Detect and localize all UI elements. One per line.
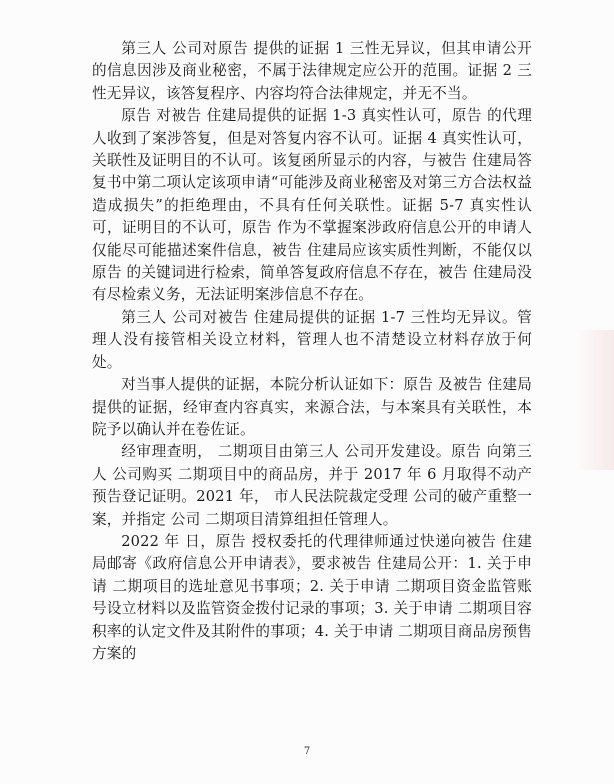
paragraph-plaintiff-opinion: 原告 对被告 住建局提供的证据 1-3 真实性认可，原告 的代理人收到了案涉答复，但是对答复内容不认可。证据 4 真实性认可，关联性及证明目的不认可。该复函所显示的内容，与被告 住建局答复书中第二项认定该项申请“可能涉及商业秘密及对第三方合法权益造成损失”的拒绝理由，不具有任何关联性。证据 5-7 真实性认可，证明目的不认可，原告 作为不掌握案涉政府信息公开的申请人仅能尽可能描述案件信息，被告 住建局应该实质性判断，不能仅以原告 的关键词进行检索，简单答复政府信息不存在，被告 住建局没有尽检索义务，无法证明案涉信息不存在。 — [92, 107, 532, 304]
paragraph-application: 2022 年 日，原告 授权委托的代理律师通过快递向被告 住建局邮寄《政府信息公开申请表》，要求被告 住建局公开：1. 关于申请 二期项目的选址意见书事项；2. 关于申请 二期项目资金监管账号设立材料以及监管资金拨付记录的事项；3. 关于申请 二期项目容积率的认定文件及其附件的事项；4. 关于申请 二期项目商品房预售方案的 — [92, 532, 532, 662]
seal-mark — [574, 330, 614, 470]
paragraph-third-party-evidence-1: 第三人 公司对原告 提供的证据 1 三性无异议，但其申请公开的信息因涉及商业秘密，不属于法律规定应公开的范围。证据 2 三性无异议，该答复程序、内容均符合法律规定，并无不当。 — [92, 40, 532, 102]
paragraph-third-party-evidence-2: 第三人 公司对被告 住建局提供的证据 1-7 三性均无异议。管理人没有接管相关设立材料，管理人也不清楚设立材料存放于何处。 — [92, 308, 532, 371]
page-number: 7 — [303, 746, 311, 757]
document-body — [92, 38, 532, 665]
paragraph-facts: 经审理查明， 二期项目由第三人 公司开发建设。原告 向第三人 公司购买 二期项目中的商品房，并于 2017 年 6 月取得不动产预告登记证明。2021 年， 市人民法院裁定受理 公司的破产重整一案，并指定 公司 二期项目清算组担任管理人。 — [92, 443, 532, 528]
paragraph-court-analysis: 对当事人提供的证据，本院分析认证如下：原告 及被告 住建局提供的证据，经审查内容真实，来源合法，与本案具有关联性，本院予以确认并在卷佐证。 — [92, 376, 532, 438]
